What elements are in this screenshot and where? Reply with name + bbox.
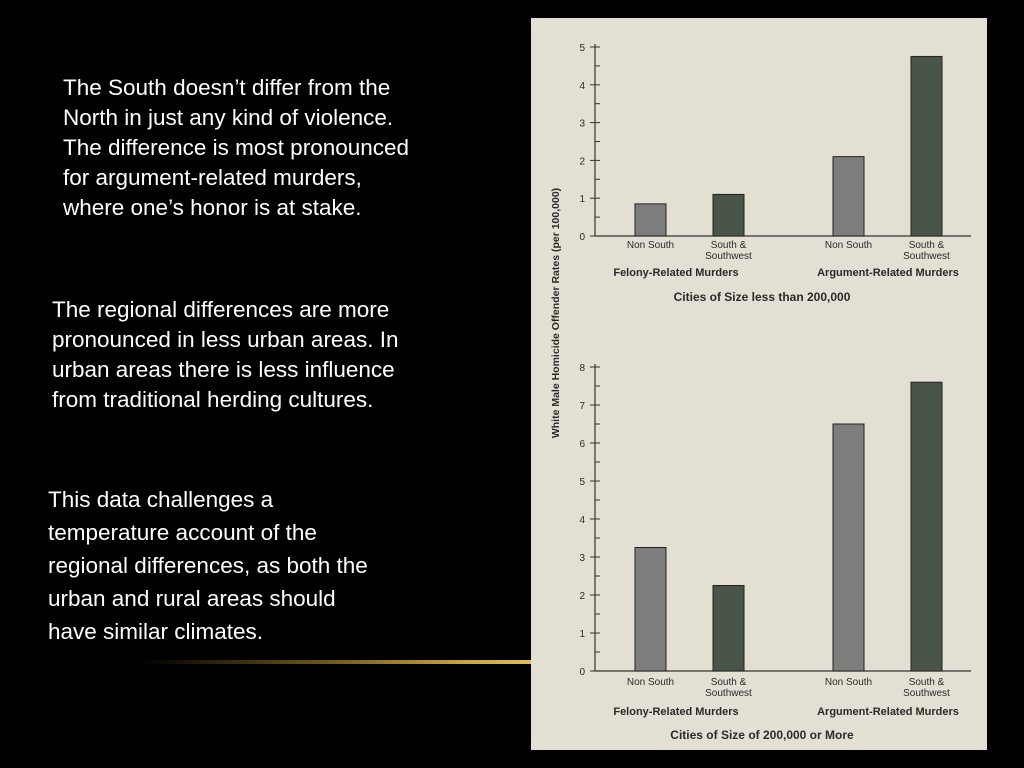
bar-category-label-line: South & [710,677,747,688]
bar-category-label [627,677,674,688]
y-tick-label: 2 [579,591,585,602]
bar [833,157,864,236]
y-tick-label: 1 [579,629,585,640]
temperature-paragraph: This data challenges a temperature account of the regional differences, as both the urban and rural areas should have similar climates. [48,487,368,644]
decorative-gold-line [140,660,540,664]
chart-panel [531,18,987,750]
bar [911,56,942,236]
y-tick-label: 5 [579,477,585,488]
group-label: Felony-Related Murders [613,267,739,279]
bar [713,586,744,672]
bar-category-label [825,240,872,251]
bar-category-label-line: Non South [626,240,675,251]
bar-category-label-line: South & [908,677,945,688]
y-tick-label: 1 [579,194,585,206]
y-tick-label: 4 [579,515,585,526]
bar-category-label-line: Southwest [705,251,752,262]
bar-charts [531,18,987,750]
bar-category-label [705,677,752,699]
bar [635,204,666,236]
bar-category-label [705,240,752,262]
y-tick-label: 5 [579,43,585,54]
bar-category-label-line: Non South [626,677,675,688]
bar-category-label [903,677,950,699]
y-tick-label: 8 [579,363,585,374]
y-tick-label: 6 [579,439,585,450]
bar-category-label [627,240,674,251]
group-label: Felony-Related Murders [613,706,739,718]
bar [911,382,942,671]
chart-title: Cities of Size of 200,000 or More [670,728,854,742]
y-axis-title: White Male Homicide Offender Rates (per 100,000) [550,187,562,439]
urban-paragraph: The regional differences are more pronounced in less urban areas. In urban areas there is less influence from traditional herding cultures. [52,297,399,412]
intro-paragraph: The South doesn’t differ from the North in just any kind of violence. The difference is most pronounced for argument-related murders, where one’s honor is at stake. [63,75,410,220]
y-tick-label: 2 [579,156,585,168]
group-label: Argument-Related Murders [817,706,959,718]
bar-category-label-line: Non South [824,677,873,688]
chart-title: Cities of Size less than 200,000 [673,290,851,304]
y-tick-label: 0 [579,232,585,243]
bar-category-label-line: Southwest [705,688,752,699]
bar-category-label-line: Southwest [903,251,950,262]
bar [635,548,666,672]
bar-category-label [825,677,872,688]
bar-category-label-line: Southwest [903,688,950,699]
y-tick-label: 3 [579,553,585,564]
y-tick-label: 0 [579,667,585,678]
bar [713,194,744,236]
y-tick-label: 4 [579,80,585,92]
bar-category-label-line: South & [710,240,747,251]
y-tick-label: 7 [579,401,585,412]
y-tick-label: 3 [579,118,585,130]
bar-category-label-line: Non South [824,240,873,251]
bar [833,424,864,671]
bar-category-label-line: South & [908,240,945,251]
bar-category-label [903,240,950,262]
group-label: Argument-Related Murders [817,267,959,279]
